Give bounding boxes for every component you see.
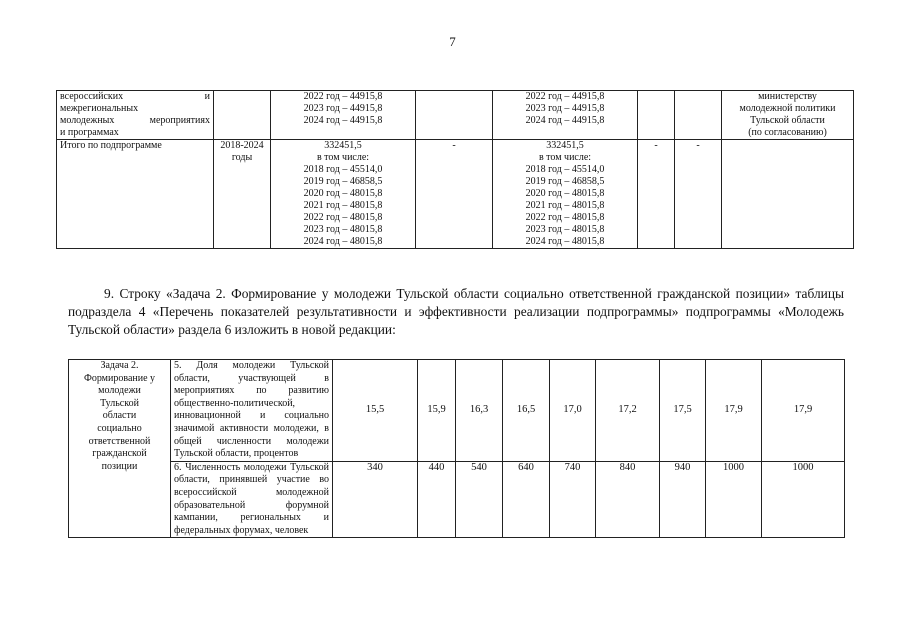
- funding-line: 2019 год – 46858,5: [525, 176, 605, 187]
- period-line: годы: [231, 152, 253, 163]
- dash-cell: -: [675, 140, 722, 249]
- value-cell: 840: [596, 461, 660, 538]
- empty-cell: [638, 91, 675, 140]
- funding-line: 332451,5: [324, 140, 362, 151]
- empty-cell: [722, 140, 854, 249]
- page-number: 7: [449, 34, 456, 49]
- amendment-paragraph: 9. Строку «Задача 2. Формирование у молодежи Тульской области социально ответственной гражданской позиции» таблицы подраздела 4 «Перечень показателей результативности и эффективности реализации подпрограммы» подпрограммы «Молодежь Тульской области» раздела 6 изложить в новой редакции:: [68, 286, 844, 337]
- funding-line: 2022 год – 48015,8: [303, 212, 383, 223]
- value-cell: 17,5: [660, 360, 706, 462]
- funding-line: 2021 год – 48015,8: [303, 200, 383, 211]
- funding-line: 2021 год – 48015,8: [525, 200, 605, 211]
- value-cell: 15,9: [418, 360, 456, 462]
- empty-cell: [416, 91, 493, 140]
- funding-line: 2022 год – 44915,8: [303, 91, 383, 102]
- table-row: [69, 360, 845, 462]
- funding-line: 2020 год – 48015,8: [303, 188, 383, 199]
- event-label-cell: [57, 91, 214, 140]
- task-cell: [69, 360, 171, 538]
- value-cell: 17,9: [762, 360, 845, 462]
- funding-line: 2023 год – 48015,8: [303, 224, 383, 235]
- indicator-cell: 5. Доля молодежи Тульской области, участвующей в мероприятиях по развитию общественно-политической, инновационной и социально значимой активности молодежи, в общей численности молодежи Тульской области, процентов: [171, 360, 333, 462]
- funding-line: в том числе:: [538, 152, 592, 163]
- indicator-cell: 6. Численность молодежи Тульской области, принявшей участие во всероссийской молодежной образовательной форумной кампании, региональных и федеральных форумах, человек: [171, 461, 333, 538]
- task-line: социально: [97, 422, 142, 434]
- value-cell: 17,9: [706, 360, 762, 462]
- value-cell: 17,0: [550, 360, 596, 462]
- funding-line: в том числе:: [316, 152, 370, 163]
- task-line: Задача 2.: [100, 360, 139, 371]
- funding-line: 2019 год – 46858,5: [303, 176, 383, 187]
- table-row: [57, 140, 854, 249]
- period-cell: [214, 140, 271, 249]
- value-cell: 1000: [706, 461, 762, 538]
- value-cell: 16,3: [456, 360, 503, 462]
- funding-line: 332451,5: [546, 140, 584, 151]
- total-funding-cell: [493, 140, 638, 249]
- value-cell: 15,5: [333, 360, 418, 462]
- funding-cell: [493, 91, 638, 140]
- event-label-line: межрегиональных: [60, 103, 139, 114]
- funding-line: 2018 год – 45514,0: [303, 164, 383, 175]
- funding-line: 2023 год – 48015,8: [525, 224, 605, 235]
- total-label-cell: Итого по подпрограмме: [57, 140, 214, 249]
- task-line: области: [102, 410, 137, 422]
- funding-line: 2024 год – 44915,8: [525, 115, 605, 126]
- task-line: Формирование у: [83, 372, 156, 384]
- value-cell: 17,2: [596, 360, 660, 462]
- responsible-line: министерству: [758, 91, 817, 102]
- task-line: молодежи: [98, 385, 141, 397]
- event-label-word: всероссийских: [60, 91, 124, 102]
- event-label-word: молодежных: [60, 115, 115, 126]
- value-cell: 1000: [762, 461, 845, 538]
- event-label-word: мероприятиях: [149, 115, 210, 126]
- indicators-table: [68, 359, 845, 538]
- funding-line: 2022 год – 44915,8: [525, 91, 605, 102]
- event-label-conj: и: [204, 91, 210, 102]
- responsible-cell: [722, 91, 854, 140]
- event-label-line: и программах: [60, 127, 119, 138]
- value-cell: 16,5: [503, 360, 550, 462]
- period-cell: [214, 91, 271, 140]
- value-cell: 640: [503, 461, 550, 538]
- dash-cell: -: [416, 140, 493, 249]
- funding-line: 2020 год – 48015,8: [525, 188, 605, 199]
- funding-line: 2024 год – 48015,8: [303, 236, 383, 247]
- funding-table: [56, 90, 854, 249]
- table-row: [69, 461, 845, 538]
- task-line: ответственной: [88, 435, 151, 447]
- period-line: 2018-2024: [220, 140, 264, 151]
- funding-line: 2022 год – 48015,8: [525, 212, 605, 223]
- dash-cell: -: [638, 140, 675, 249]
- task-line: позиции: [101, 460, 138, 472]
- value-cell: 540: [456, 461, 503, 538]
- value-cell: 440: [418, 461, 456, 538]
- funding-cell: [271, 91, 416, 140]
- total-funding-cell: [271, 140, 416, 249]
- task-line: гражданской: [92, 448, 147, 460]
- empty-cell: [675, 91, 722, 140]
- responsible-line: Тульской области: [750, 115, 825, 126]
- funding-line: 2023 год – 44915,8: [525, 103, 605, 114]
- funding-line: 2024 год – 44915,8: [303, 115, 383, 126]
- responsible-line: (по согласованию): [748, 127, 827, 138]
- funding-line: 2018 год – 45514,0: [525, 164, 605, 175]
- responsible-line: молодежной политики: [739, 103, 836, 114]
- funding-line: 2024 год – 48015,8: [525, 236, 605, 247]
- table-row: [57, 91, 854, 140]
- value-cell: 740: [550, 461, 596, 538]
- funding-line: 2023 год – 44915,8: [303, 103, 383, 114]
- value-cell: 340: [333, 461, 418, 538]
- task-line: Тульской: [100, 397, 139, 409]
- value-cell: 940: [660, 461, 706, 538]
